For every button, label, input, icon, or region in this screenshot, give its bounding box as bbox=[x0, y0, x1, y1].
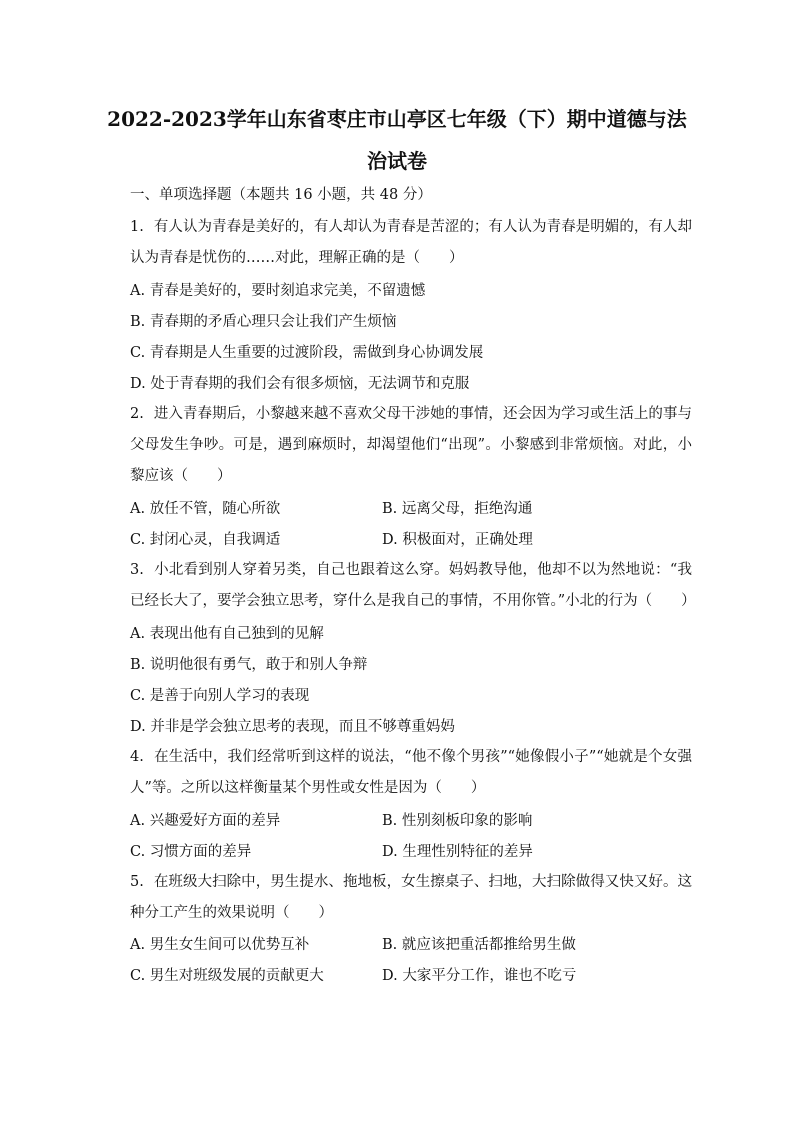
question-4-option-d: D. 生理性别特征的差异 bbox=[382, 844, 533, 860]
question-text: 有人认为青春是美好的，有人却认为青春是苦涩的；有人认为青春是明媚的，有人却认为青春是忧伤的……对此，理解正确的是（ ） bbox=[130, 219, 692, 266]
exam-title-line1: 2022-2023学年山东省枣庄市山亭区七年级（下）期中道德与法 bbox=[107, 107, 687, 131]
question-3-stem bbox=[130, 555, 696, 617]
question-4-option-c: C. 习惯方面的差异 bbox=[130, 844, 252, 860]
question-number: 4. bbox=[130, 749, 144, 765]
question-5-option-b: B. 就应该把重活都推给男生做 bbox=[382, 937, 576, 953]
question-text: 在班级大扫除中，男生提水、拖地板，女生擦桌子、扫地，大扫除做得又快又好。这种分工产生的效果说明（ ） bbox=[130, 874, 692, 921]
section-heading: 一、单项选择题（本题共 16 小题，共 48 分） bbox=[130, 187, 432, 203]
question-text: 在生活中，我们经常听到这样的说法，“他不像个男孩”“她像假小子”“她就是个女强人”等。之所以这样衡量某个男性或女性是因为（ ） bbox=[130, 749, 692, 796]
question-2-option-c: C. 封闭心灵，自我调适 bbox=[130, 532, 281, 548]
question-4-stem bbox=[130, 742, 692, 804]
question-number: 5. bbox=[130, 874, 144, 890]
question-text: 小北看到别人穿着另类，自己也跟着这么穿。妈妈教导他，他却不以为然地说：“我已经长大了，要学会独立思考，穿什么是我自己的事情，不用你管。”小北的行为（ ） bbox=[130, 562, 696, 609]
question-2-stem bbox=[130, 399, 692, 492]
question-number: 2. bbox=[130, 406, 144, 422]
question-4-option-a: A. 兴趣爱好方面的差异 bbox=[130, 813, 281, 829]
exam-title-line2: 治试卷 bbox=[367, 149, 427, 173]
question-5-option-a: A. 男生女生间可以优势互补 bbox=[130, 937, 310, 953]
question-1-stem bbox=[130, 212, 692, 274]
question-2-option-a: A. 放任不管，随心所欲 bbox=[130, 501, 281, 517]
question-3-option-d: D. 并非是学会独立思考的表现，而且不够尊重妈妈 bbox=[130, 719, 455, 735]
question-1-option-a: A. 青春是美好的，要时刻追求完美，不留遗憾 bbox=[130, 283, 426, 299]
question-3-option-c: C. 是善于向别人学习的表现 bbox=[130, 688, 310, 704]
question-5-option-d: D. 大家平分工作，谁也不吃亏 bbox=[382, 968, 577, 984]
question-5-stem bbox=[130, 867, 692, 929]
question-5-option-c: C. 男生对班级发展的贡献更大 bbox=[130, 968, 324, 984]
question-1-option-c: C. 青春期是人生重要的过渡阶段，需做到身心协调发展 bbox=[130, 345, 484, 361]
question-2-option-d: D. 积极面对，正确处理 bbox=[382, 532, 533, 548]
question-number: 1. bbox=[130, 219, 144, 235]
question-2-option-b: B. 远离父母，拒绝沟通 bbox=[382, 501, 533, 517]
question-4-option-b: B. 性别刻板印象的影响 bbox=[382, 813, 533, 829]
question-1-option-d: D. 处于青春期的我们会有很多烦恼，无法调节和克服 bbox=[130, 376, 470, 392]
question-number: 3. bbox=[130, 562, 144, 578]
question-1-option-b: B. 青春期的矛盾心理只会让我们产生烦恼 bbox=[130, 314, 397, 330]
question-3-option-b: B. 说明他很有勇气，敢于和别人争辩 bbox=[130, 657, 368, 673]
question-text: 进入青春期后，小黎越来越不喜欢父母干涉她的事情，还会因为学习或生活上的事与父母发生争吵。可是，遇到麻烦时，却渴望他们“出现”。小黎感到非常烦恼。对此，小黎应该（ ） bbox=[130, 406, 692, 484]
question-3-option-a: A. 表现出他有自己独到的见解 bbox=[130, 626, 324, 642]
